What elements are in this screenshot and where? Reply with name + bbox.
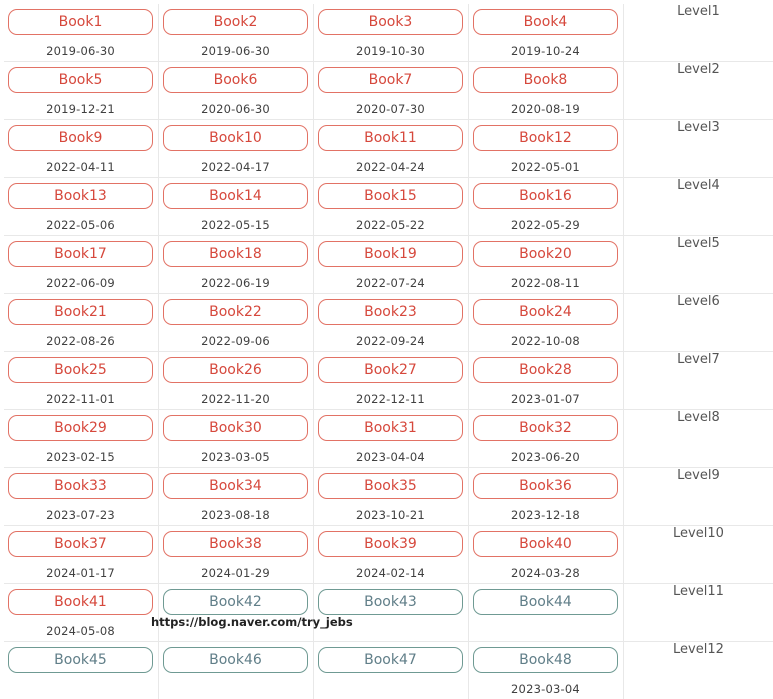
book-cell [468,120,623,178]
level-label: Level2 [623,62,773,120]
book-button[interactable]: Book34 [163,473,308,499]
book-date: 2019-06-30 [4,44,157,58]
level-label: Level7 [623,352,773,410]
book-cell [313,642,468,699]
level-label: Level6 [623,294,773,352]
book-button[interactable]: Book1 [8,9,153,35]
grid-body [4,4,773,699]
book-button[interactable]: Book14 [163,183,308,209]
book-cell [4,584,158,642]
book-button[interactable]: Book21 [8,299,153,325]
book-cell [158,294,313,352]
book-date: 2023-01-07 [469,392,622,406]
level-label: Level11 [623,584,773,642]
book-button[interactable]: Book44 [473,589,618,615]
book-cell [313,62,468,120]
book-cell [313,352,468,410]
book-button[interactable]: Book32 [473,415,618,441]
book-date: 2022-12-11 [314,392,467,406]
book-button[interactable]: Book31 [318,415,463,441]
book-button[interactable]: Book7 [318,67,463,93]
book-date: 2020-07-30 [314,102,467,116]
book-button[interactable]: Book19 [318,241,463,267]
book-button[interactable]: Book2 [163,9,308,35]
book-date: 2022-11-20 [159,392,312,406]
book-button[interactable]: Book12 [473,125,618,151]
book-cell [158,526,313,584]
book-cell [158,4,313,62]
book-cell [4,352,158,410]
book-date: 2022-09-24 [314,334,467,348]
book-button[interactable]: Book18 [163,241,308,267]
book-date: 2019-10-24 [469,44,622,58]
book-button[interactable]: Book33 [8,473,153,499]
book-button[interactable]: Book4 [473,9,618,35]
book-cell [158,468,313,526]
book-cell [313,120,468,178]
book-button[interactable]: Book37 [8,531,153,557]
level-row [4,584,773,642]
book-date: 2024-02-14 [314,566,467,580]
book-button[interactable]: Book15 [318,183,463,209]
book-cell [4,62,158,120]
book-cell [468,236,623,294]
book-button[interactable]: Book45 [8,647,153,673]
book-date: 2022-05-06 [4,218,157,232]
book-button[interactable]: Book8 [473,67,618,93]
book-button[interactable]: Book46 [163,647,308,673]
book-button[interactable]: Book47 [318,647,463,673]
book-date: 2022-10-08 [469,334,622,348]
book-date: 2022-04-11 [4,160,157,174]
book-button[interactable]: Book11 [318,125,463,151]
level-label: Level10 [623,526,773,584]
book-date: 2019-06-30 [159,44,312,58]
book-button[interactable]: Book38 [163,531,308,557]
book-date: 2022-06-09 [4,276,157,290]
book-date: 2024-01-17 [4,566,157,580]
blog-watermark: https://blog.naver.com/try_jebs [151,615,353,629]
book-cell [158,120,313,178]
book-button[interactable]: Book20 [473,241,618,267]
book-cell [4,526,158,584]
book-button[interactable]: Book27 [318,357,463,383]
book-cell [4,4,158,62]
level-row [4,410,773,468]
book-cell [468,584,623,642]
book-cell [313,178,468,236]
book-button[interactable]: Book5 [8,67,153,93]
book-button[interactable]: Book36 [473,473,618,499]
book-cell [468,294,623,352]
book-date: 2024-03-28 [469,566,622,580]
book-date: 2023-03-04 [469,682,622,696]
book-cell [158,178,313,236]
book-cell [313,584,468,642]
book-date: 2019-10-30 [314,44,467,58]
book-date: 2023-03-05 [159,450,312,464]
book-button[interactable]: Book43 [318,589,463,615]
book-date: 2022-08-26 [4,334,157,348]
book-cell [4,236,158,294]
level-row [4,468,773,526]
book-cell [313,410,468,468]
book-date: 2022-05-01 [469,160,622,174]
level-row [4,236,773,294]
book-button[interactable]: Book28 [473,357,618,383]
book-cell [468,4,623,62]
book-date: 2024-05-08 [4,624,157,638]
level-row [4,642,773,699]
book-date: 2022-05-22 [314,218,467,232]
level-label: Level8 [623,410,773,468]
book-cell [468,526,623,584]
book-button[interactable]: Book24 [473,299,618,325]
book-cell [158,642,313,699]
level-row [4,4,773,62]
book-button[interactable]: Book42 [163,589,308,615]
book-button[interactable]: Book10 [163,125,308,151]
book-date: 2022-08-11 [469,276,622,290]
book-button[interactable]: Book23 [318,299,463,325]
level-row [4,294,773,352]
book-cell [468,178,623,236]
book-button[interactable]: Book41 [8,589,153,615]
level-row [4,120,773,178]
level-row [4,178,773,236]
book-date: 2023-02-15 [4,450,157,464]
book-cell [158,236,313,294]
level-label: Level9 [623,468,773,526]
book-cell [468,468,623,526]
book-date: 2023-07-23 [4,508,157,522]
book-button[interactable]: Book16 [473,183,618,209]
book-cell [158,410,313,468]
book-button[interactable]: Book9 [8,125,153,151]
book-button[interactable]: Book13 [8,183,153,209]
book-date: 2022-05-29 [469,218,622,232]
book-date: 2023-12-18 [469,508,622,522]
level-label: Level1 [623,4,773,62]
book-cell [4,178,158,236]
book-cell [4,410,158,468]
book-cell [158,584,313,642]
book-cell [158,62,313,120]
book-date: 2022-09-06 [159,334,312,348]
book-date: 2024-01-29 [159,566,312,580]
book-date: 2022-11-01 [4,392,157,406]
book-date: 2023-06-20 [469,450,622,464]
book-date: 2019-12-21 [4,102,157,116]
book-cell [4,468,158,526]
book-date: 2022-07-24 [314,276,467,290]
level-row [4,352,773,410]
book-cell [313,468,468,526]
book-date: 2023-08-18 [159,508,312,522]
book-cell [313,4,468,62]
book-button[interactable]: Book35 [318,473,463,499]
book-button[interactable]: Book40 [473,531,618,557]
book-cell [158,352,313,410]
book-date: 2023-10-21 [314,508,467,522]
book-button[interactable]: Book17 [8,241,153,267]
book-cell [313,236,468,294]
book-date: 2022-06-19 [159,276,312,290]
book-cell [4,120,158,178]
book-level-grid [4,4,773,699]
level-label: Level3 [623,120,773,178]
book-date: 2022-05-15 [159,218,312,232]
book-cell [468,62,623,120]
book-cell [313,526,468,584]
level-label: Level5 [623,236,773,294]
book-button[interactable]: Book6 [163,67,308,93]
book-button[interactable]: Book3 [318,9,463,35]
book-button[interactable]: Book26 [163,357,308,383]
level-label: Level12 [623,642,773,699]
book-cell [468,642,623,699]
book-date: 2020-06-30 [159,102,312,116]
book-cell [468,410,623,468]
book-cell [313,294,468,352]
book-button[interactable]: Book39 [318,531,463,557]
level-row [4,526,773,584]
book-date: 2022-04-24 [314,160,467,174]
book-button[interactable]: Book29 [8,415,153,441]
book-cell [4,294,158,352]
book-cell [468,352,623,410]
book-date: 2022-04-17 [159,160,312,174]
level-label: Level4 [623,178,773,236]
book-date: 2023-04-04 [314,450,467,464]
book-button[interactable]: Book22 [163,299,308,325]
book-button[interactable]: Book25 [8,357,153,383]
book-cell [4,642,158,699]
level-row [4,62,773,120]
book-date: 2020-08-19 [469,102,622,116]
book-button[interactable]: Book48 [473,647,618,673]
book-button[interactable]: Book30 [163,415,308,441]
